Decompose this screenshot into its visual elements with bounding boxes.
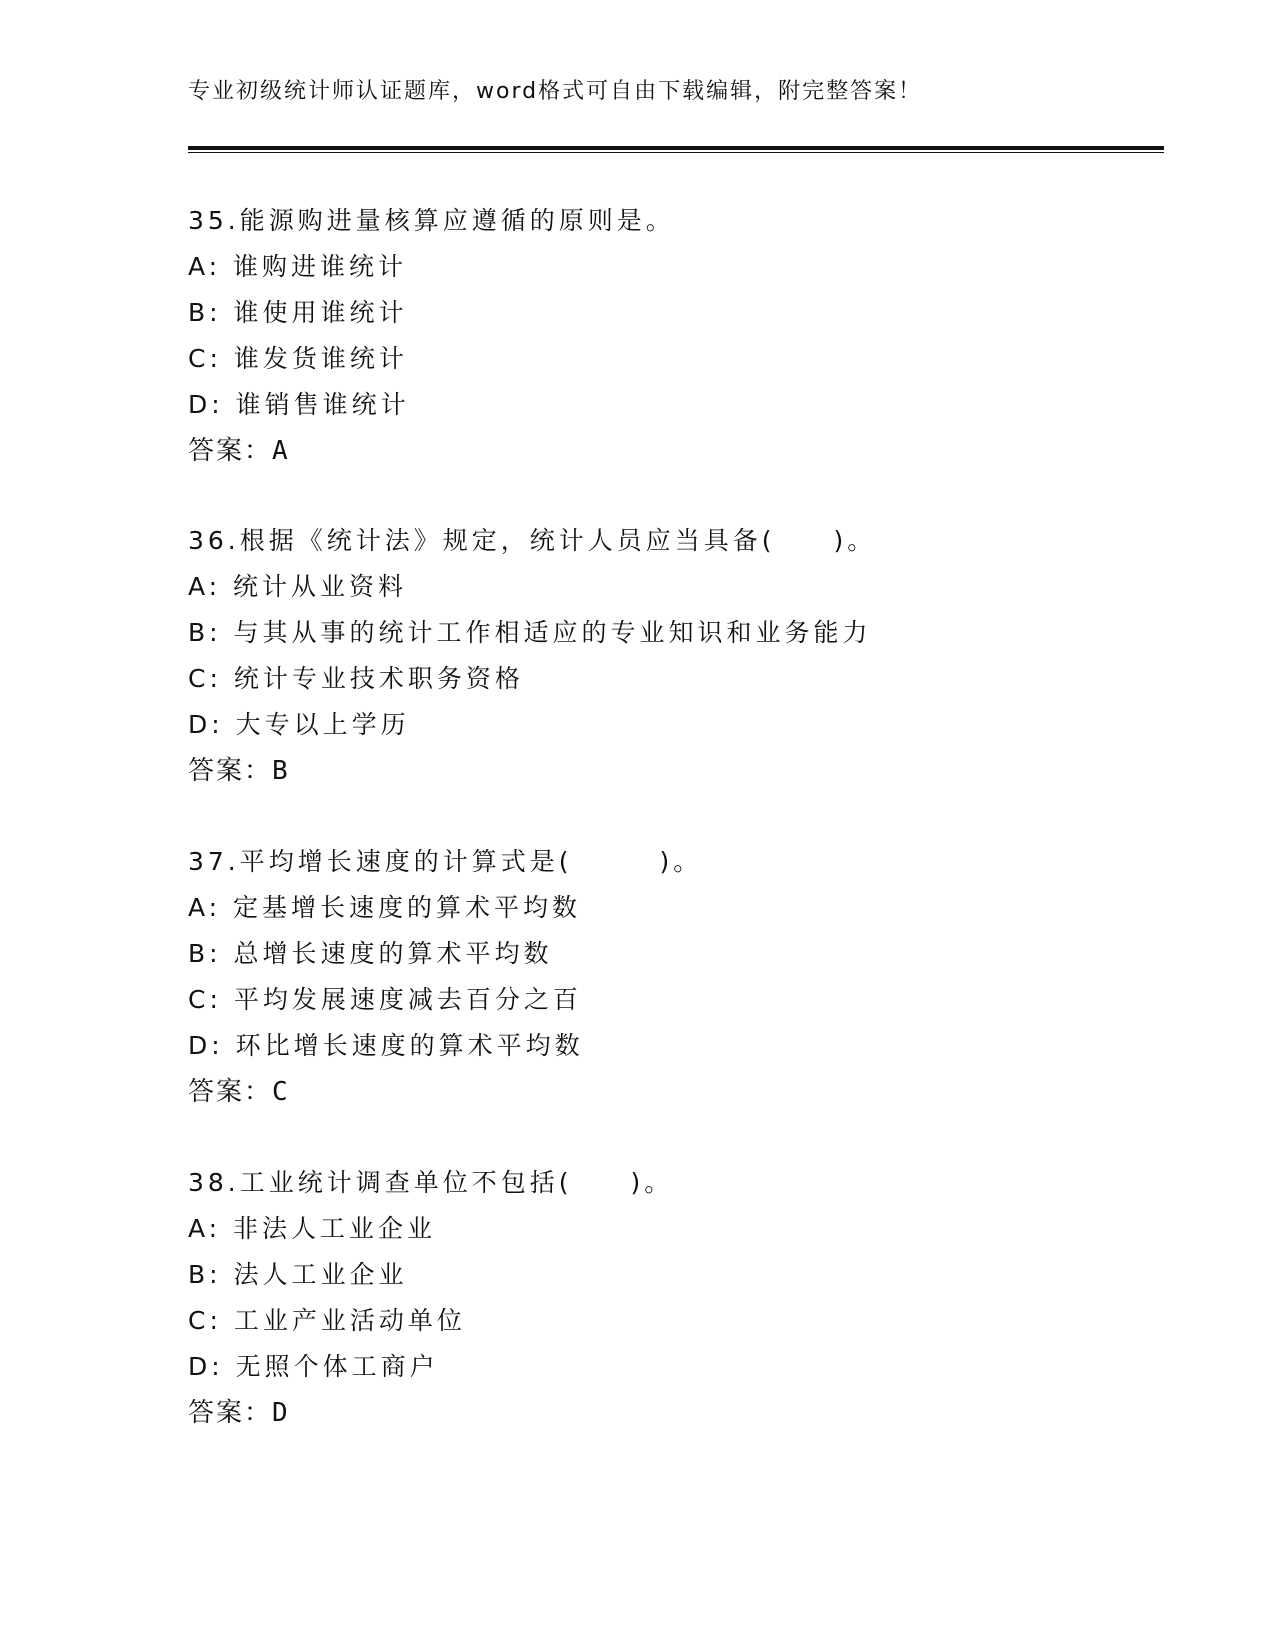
answer-value: A [272, 436, 288, 466]
option-c: C: 统计专业技术职务资格 [188, 664, 524, 693]
option-c: C: 平均发展速度减去百分之百 [188, 985, 582, 1014]
question-stem: 36.根据《统计法》规定，统计人员应当具备( )。 [188, 526, 877, 555]
option-b: B: 谁使用谁统计 [188, 298, 408, 327]
question-stem: 38.工业统计调查单位不包括( )。 [188, 1168, 674, 1197]
header-text: 专业初级统计师认证题库，word格式可自由下载编辑，附完整答案！ [188, 79, 923, 104]
option-b: B: 法人工业企业 [188, 1260, 408, 1289]
question-37 [188, 839, 1168, 1115]
answer-value: C [272, 1077, 288, 1107]
answer-label: 答案： [188, 1077, 273, 1107]
answer-label: 答案： [188, 1398, 273, 1428]
answer-line [188, 748, 1168, 794]
option-b: B: 与其从事的统计工作相适应的专业知识和业务能力 [188, 618, 872, 647]
option-d: D: 无照个体工商户 [188, 1352, 439, 1381]
question-35 [188, 198, 1168, 474]
option-a: A: 非法人工业企业 [188, 1214, 437, 1243]
option-a: A: 谁购进谁统计 [188, 252, 408, 281]
question-38 [188, 1160, 1168, 1436]
question-stem: 37.平均增长速度的计算式是( )。 [188, 847, 703, 876]
option-a: A: 统计从业资料 [188, 572, 408, 601]
option-d: D: 谁销售谁统计 [188, 390, 410, 419]
answer-line [188, 1390, 1168, 1436]
answer-line [188, 428, 1168, 474]
option-c: C: 谁发货谁统计 [188, 344, 408, 373]
answer-label: 答案： [188, 756, 273, 786]
answer-value: B [272, 756, 288, 786]
question-stem: 35.能源购进量核算应遵循的原则是。 [188, 206, 675, 235]
option-b: B: 总增长速度的算术平均数 [188, 939, 553, 968]
option-a: A: 定基增长速度的算术平均数 [188, 893, 582, 922]
option-d: D: 环比增长速度的算术平均数 [188, 1031, 584, 1060]
answer-value: D [272, 1398, 288, 1428]
header-rule-thin [188, 152, 1164, 153]
answer-line [188, 1069, 1168, 1115]
answer-label: 答案： [188, 436, 273, 466]
header-rule-thick [188, 146, 1164, 150]
option-d: D: 大专以上学历 [188, 710, 410, 739]
question-36 [188, 518, 1168, 794]
option-c: C: 工业产业活动单位 [188, 1306, 466, 1335]
